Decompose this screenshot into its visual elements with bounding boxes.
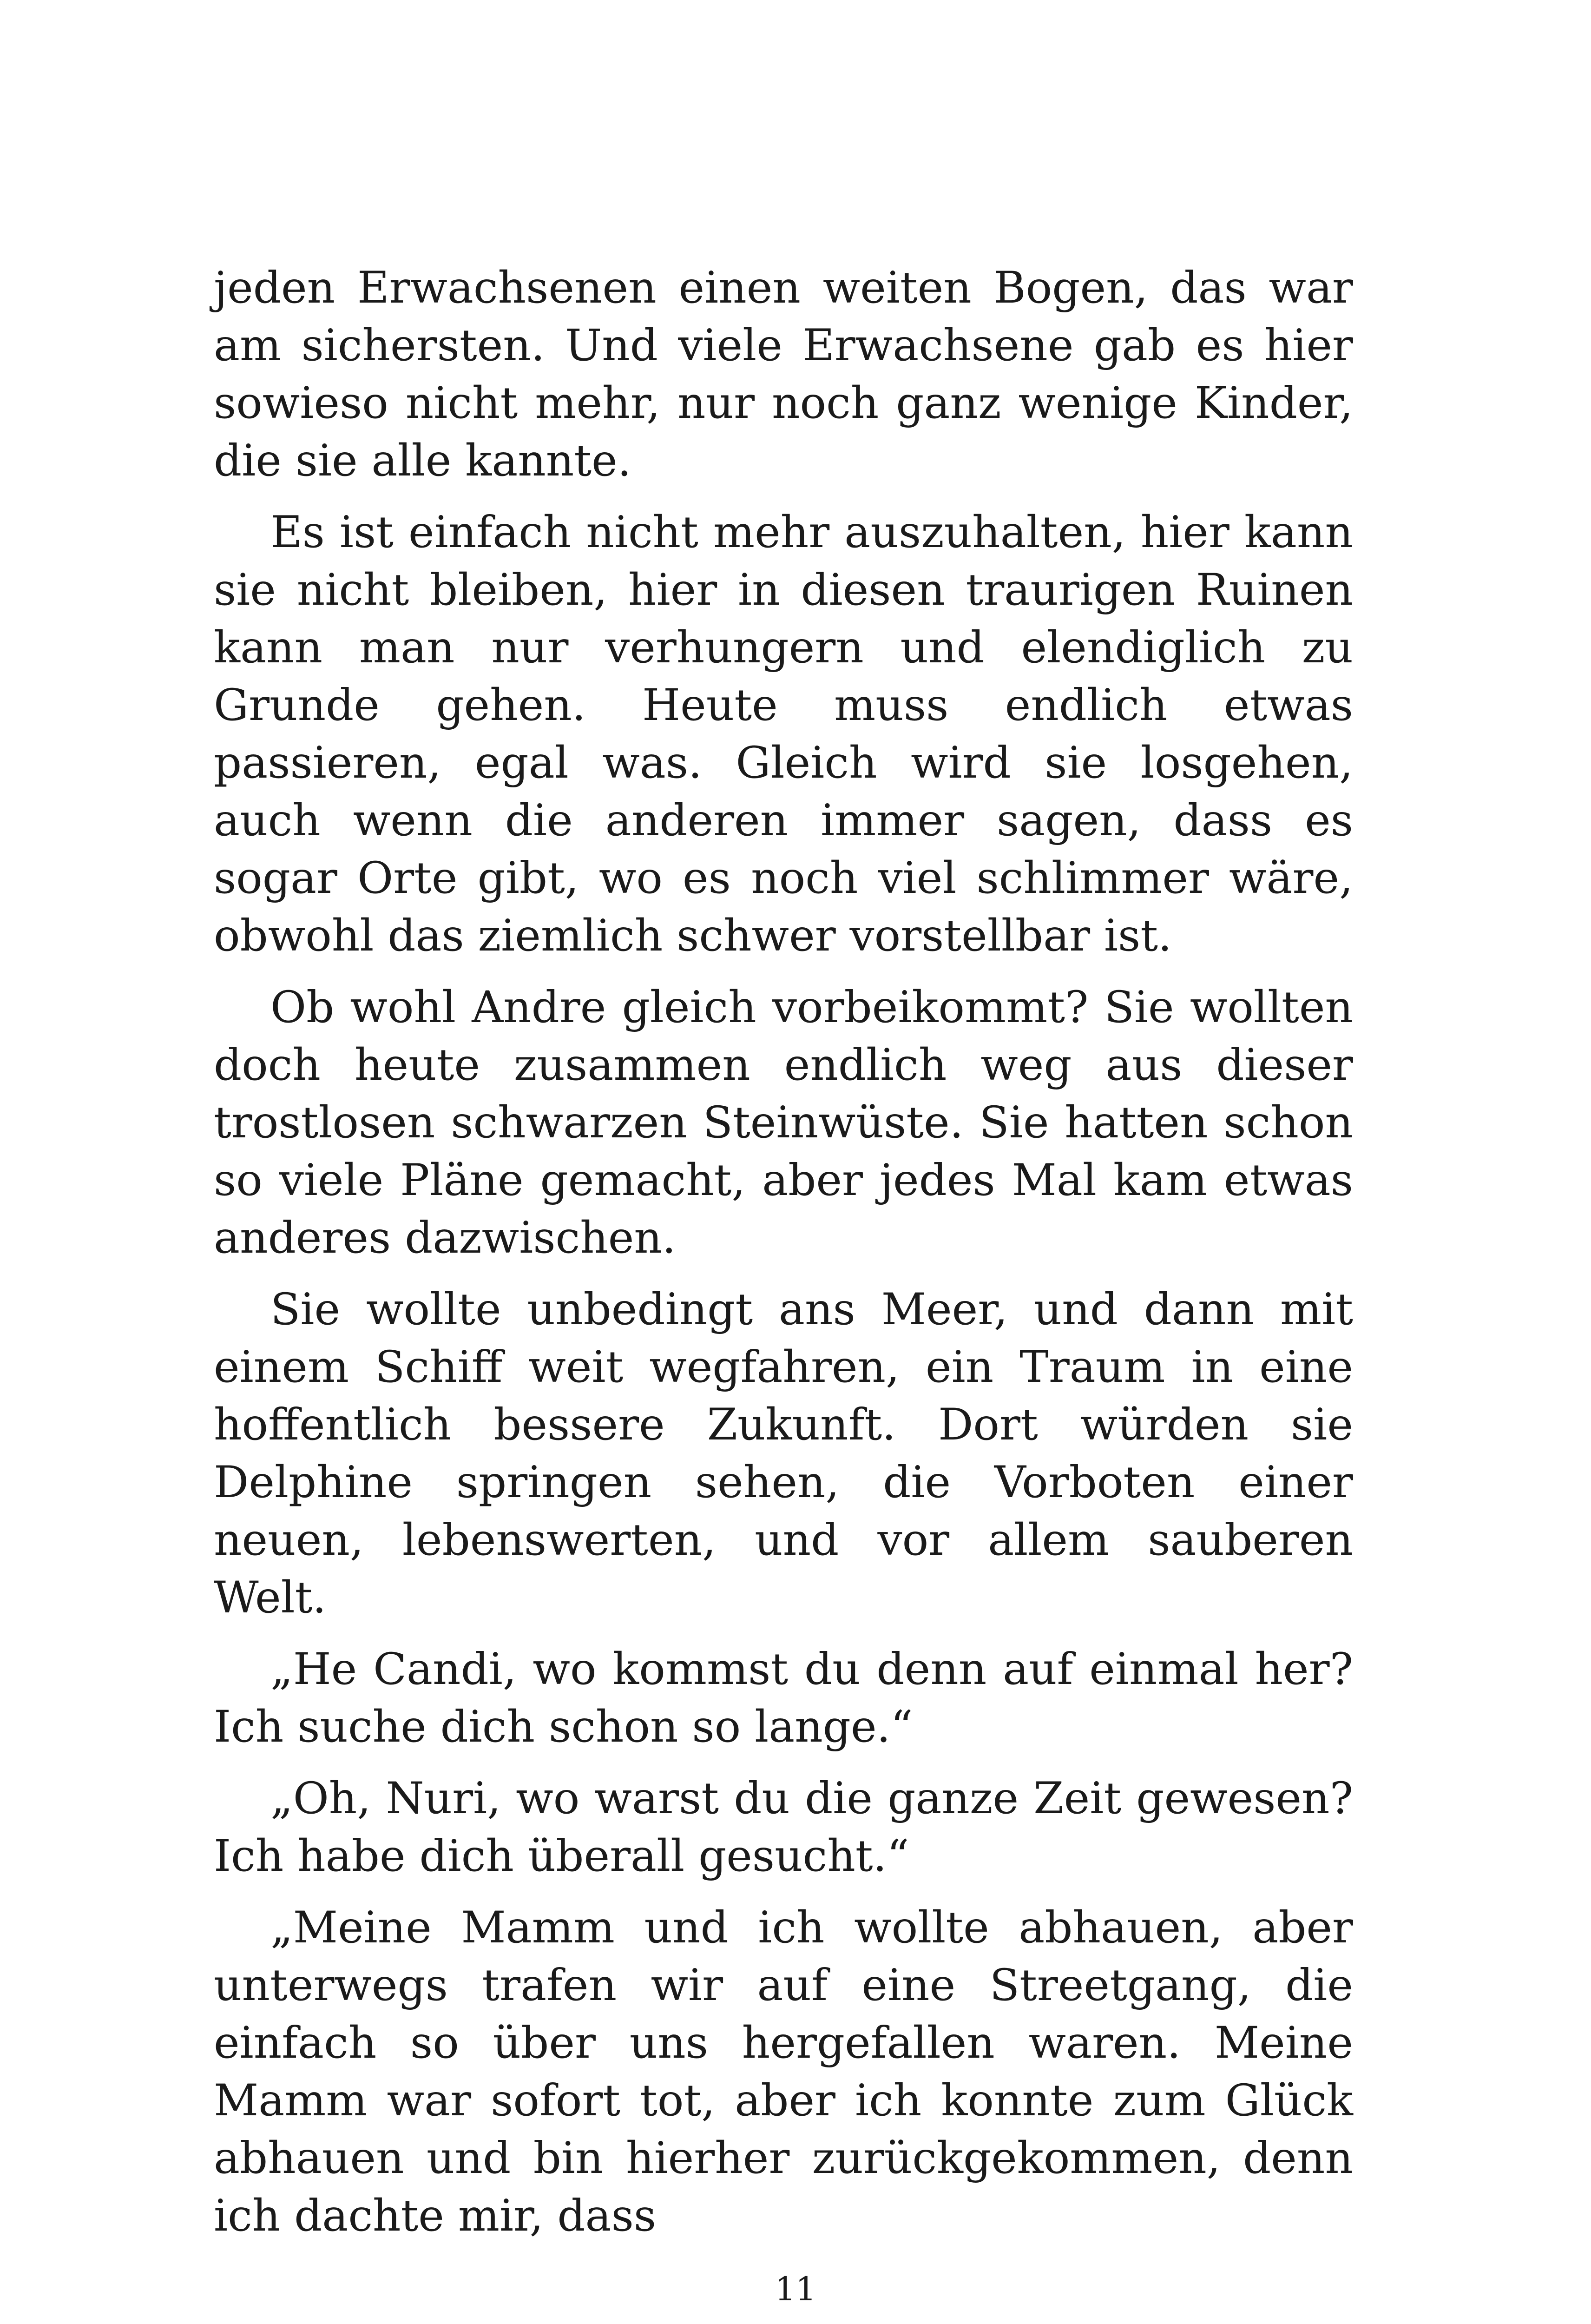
paragraph-1: jeden Erwachsenen einen weiten Bogen, das war am sichersten. Und viele Erwachsene gab es hier sowieso nicht mehr, nur noch ganz wenige Kinder, die sie alle kannte. [214,263,1353,486]
body-text [214,259,1353,2259]
paragraph-2: Es ist einfach nicht mehr auszuhalten, hier kann sie nicht bleiben, hier in diesen traurigen Ruinen kann man nur verhungern und elendiglich zu Grunde gehen. Heute muss endlich etwas passieren, egal was. Gleich wird sie losgehen, auch wenn die anderen immer sagen, dass es sogar Orte gibt, wo es noch viel schlimmer wäre, obwohl das ziemlich schwer vorstellbar ist. [214,507,1353,961]
paragraph-5: „He Candi, wo kommst du denn auf einmal her? Ich suche dich schon so lange.“ [214,1644,1353,1752]
paragraph-3: Ob wohl Andre gleich vorbeikommt? Sie wollten doch heute zusammen endlich weg aus dieser trostlosen schwarzen Steinwüste. Sie hatten schon so viele Pläne gemacht, aber jedes Mal kam etwas anderes dazwischen. [214,982,1353,1263]
paragraph-6: „Oh, Nuri, wo warst du die ganze Zeit gewesen? Ich habe dich überall gesucht.“ [214,1773,1353,1882]
paragraph-7: „Meine Mamm und ich wollte abhauen, aber unterwegs trafen wir auf eine Streetgang, die einfach so über uns hergefallen waren. Meine Mamm war sofort tot, aber ich konnte zum Glück abhauen und bin hierher zurückgekommen, denn ich dachte mir, dass [214,1902,1353,2241]
paragraph-4: Sie wollte unbedingt ans Meer, und dann mit einem Schiff weit wegfahren, ein Traum in eine hoffentlich bessere Zukunft. Dort würden sie Delphine springen sehen, die Vorboten einer neuen, lebenswerten, und vor allem sauberen Welt. [214,1284,1353,1623]
page-number: 11 [775,2270,816,2308]
